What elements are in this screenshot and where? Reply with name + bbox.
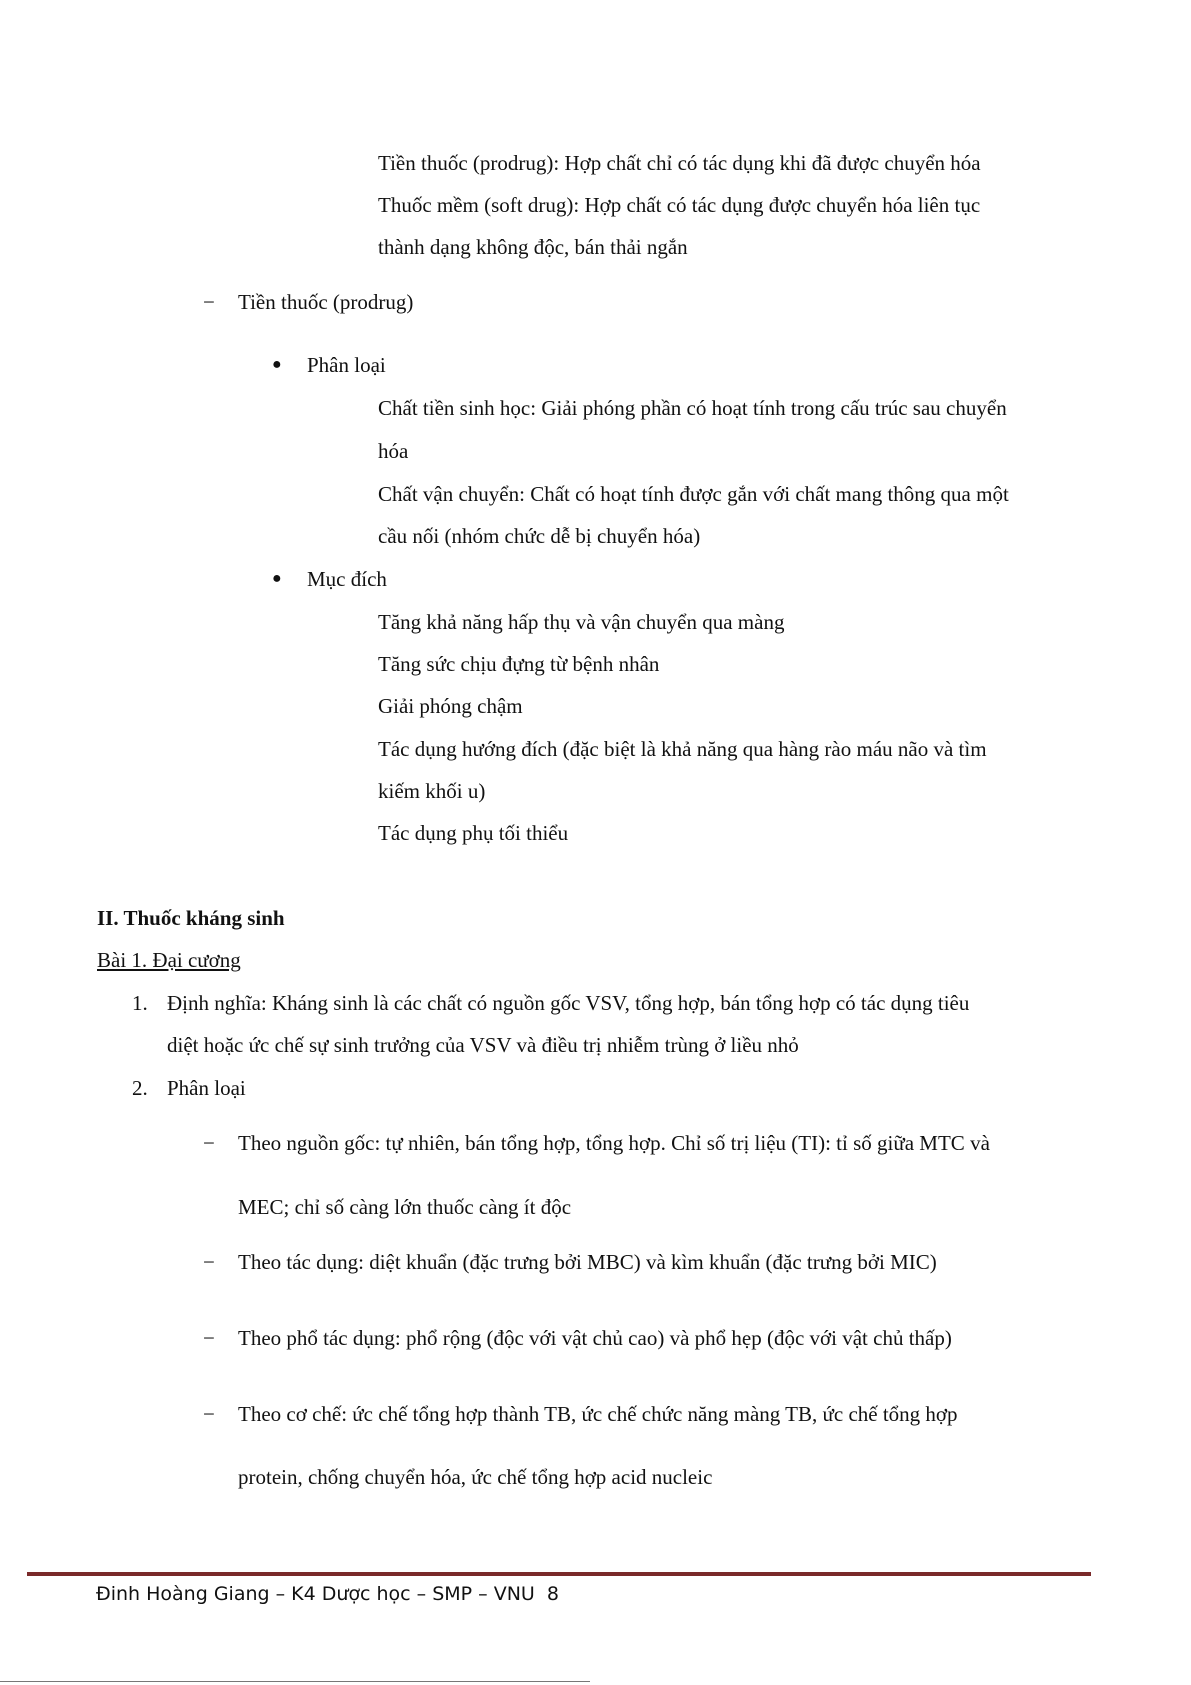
bottom-rule [0, 1681, 590, 1682]
purpose-line: Tăng khả năng hấp thụ và vận chuyển qua màng [378, 610, 785, 634]
classification-label: Phân loại [307, 353, 386, 377]
purpose-line: Tác dụng hướng đích (đặc biệt là khả năng qua hàng rào máu não và tìm [378, 737, 987, 761]
item-number: 2. [132, 1076, 148, 1100]
lesson-title: Bài 1. Đại cương [97, 948, 241, 972]
purpose-line: kiếm khối u) [378, 779, 486, 803]
footer [96, 1581, 559, 1607]
dash-marker: − [203, 1250, 215, 1274]
class-line: protein, chống chuyển hóa, ức chế tổng hợp acid nucleic [238, 1465, 713, 1489]
footer-author: Đinh Hoàng Giang – K4 Dược học – SMP – VNU [96, 1583, 535, 1605]
dash-marker: − [203, 1131, 215, 1155]
class-line: Theo cơ chế: ức chế tổng hợp thành TB, ức chế chức năng màng TB, ức chế tổng hợp [238, 1402, 958, 1426]
page-number: 8 [546, 1583, 560, 1605]
class-line: Theo phổ tác dụng: phổ rộng (độc với vật chủ cao) và phổ hẹp (độc với vật chủ thấp) [238, 1326, 952, 1350]
dash-marker: − [203, 1326, 215, 1350]
bullet-marker: ● [272, 356, 282, 373]
def-line: thành dạng không độc, bán thải ngắn [378, 235, 688, 259]
classification-line: hóa [378, 439, 409, 463]
class-line: MEC; chỉ số càng lớn thuốc càng ít độc [238, 1195, 572, 1219]
purpose-line: Giải phóng chậm [378, 694, 523, 718]
def-line: Thuốc mềm (soft drug): Hợp chất có tác dụng được chuyển hóa liên tục [378, 193, 981, 217]
definition-line: Định nghĩa: Kháng sinh là các chất có nguồn gốc VSV, tổng hợp, bán tổng hợp có tác dụng tiêu [167, 991, 970, 1015]
purpose-line: Tác dụng phụ tối thiểu [378, 821, 569, 845]
section-title: II. Thuốc kháng sinh [97, 906, 285, 930]
prodrug-heading: Tiền thuốc (prodrug) [238, 290, 414, 314]
bullet-marker: ● [272, 570, 282, 587]
purpose-line: Tăng sức chịu đựng từ bệnh nhân [378, 652, 660, 676]
dash-marker: − [203, 1402, 215, 1426]
purpose-label: Mục đích [307, 567, 387, 591]
class-line: Theo nguồn gốc: tự nhiên, bán tổng hợp, tổng hợp. Chỉ số trị liệu (TI): tỉ số giữa MTC và [238, 1131, 990, 1155]
classification-line: cầu nối (nhóm chức dễ bị chuyển hóa) [378, 524, 701, 548]
definition-line: diệt hoặc ức chế sự sinh trưởng của VSV và điều trị nhiễm trùng ở liều nhỏ [167, 1033, 799, 1057]
dash-marker: − [203, 290, 215, 314]
classification-heading: Phân loại [167, 1076, 246, 1100]
classification-line: Chất tiền sinh học: Giải phóng phần có hoạt tính trong cấu trúc sau chuyển [378, 396, 1007, 420]
class-line: Theo tác dụng: diệt khuẩn (đặc trưng bởi MBC) và kìm khuẩn (đặc trưng bởi MIC) [238, 1250, 937, 1274]
footer-rule [27, 1572, 1091, 1576]
classification-line: Chất vận chuyển: Chất có hoạt tính được gắn với chất mang thông qua một [378, 482, 1009, 506]
item-number: 1. [132, 991, 148, 1015]
def-line: Tiền thuốc (prodrug): Hợp chất chỉ có tác dụng khi đã được chuyển hóa [378, 151, 981, 175]
